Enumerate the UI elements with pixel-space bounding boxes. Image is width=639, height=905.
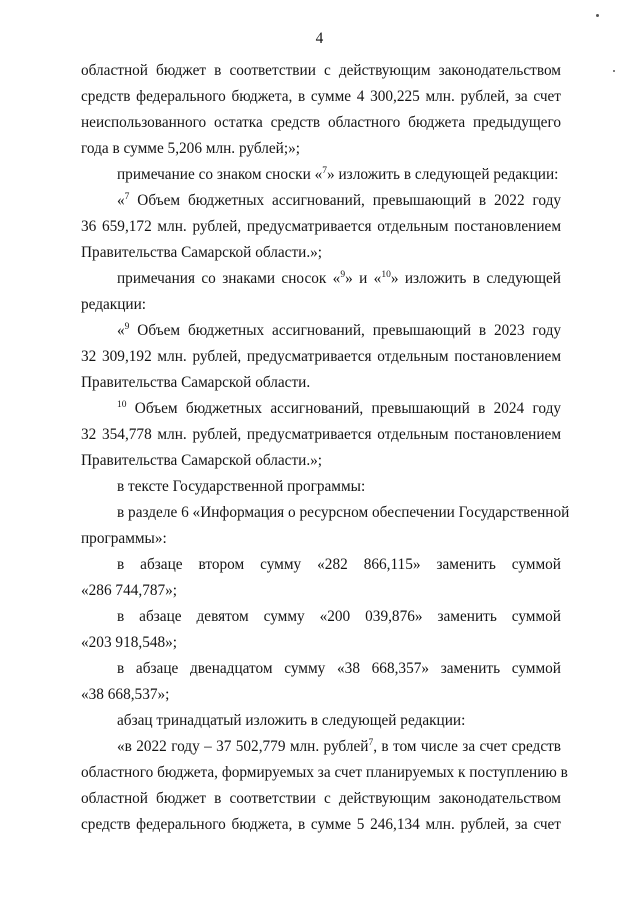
text-line: средств федерального бюджета, в сумме 5 246,134 млн. рублей, за счет <box>81 816 561 833</box>
text-line: абзац тринадцатый изложить в следующей редакции: <box>117 712 466 729</box>
text-line: примечание со знаком сноски «$^7$» изложить в следующей редакции: <box>117 166 559 183</box>
text-line: Правительства Самарской области.»; <box>81 244 323 261</box>
text-line: средств федерального бюджета, в сумме 4 300,225 млн. рублей, за счет <box>81 88 561 105</box>
footnote-mark: 10 <box>381 270 391 280</box>
text-line: $^{10}$ Объем бюджетных ассигнований, превышающий в 2024 году <box>117 400 561 417</box>
scan-speck <box>596 14 599 17</box>
scan-speck <box>613 70 615 72</box>
text-line: областной бюджет в соответствии с действующим законодательством <box>81 790 561 807</box>
text-line: «203 918,548»; <box>81 634 178 651</box>
text-line: областной бюджет в соответствии с действующим законодательством <box>81 62 561 79</box>
text-line: Правительства Самарской области.»; <box>81 452 323 469</box>
text-line: «$^9$ Объем бюджетных ассигнований, превышающий в 2023 году <box>117 322 561 339</box>
text-line: примечания со знаками сносок «$^9$» и «$^{10}$» изложить в следующей <box>117 270 561 287</box>
footnote-mark: 7 <box>322 166 328 176</box>
text-line: Правительства Самарской области. <box>81 374 311 391</box>
footnote-mark: 9 <box>340 270 346 280</box>
text-line: неиспользованного остатка средств областного бюджета предыдущего <box>81 114 561 131</box>
text-line: 36 659,172 млн. рублей, предусматривается отдельным постановлением <box>81 218 561 235</box>
footnote-mark: 9 <box>124 322 130 332</box>
page-number: 4 <box>315 30 324 47</box>
text-line: редакции: <box>81 296 147 313</box>
text-line: «286 744,787»; <box>81 582 178 599</box>
text-line: «38 668,537»; <box>81 686 170 703</box>
text-line: «$^7$ Объем бюджетных ассигнований, превышающий в 2022 году <box>117 192 561 209</box>
footnote-mark: 10 <box>117 400 127 410</box>
text-line: в разделе 6 «Информация о ресурсном обеспечении Государственной <box>117 504 570 521</box>
text-line: в абзаце двенадцатом сумму «38 668,357» заменить суммой <box>117 660 561 677</box>
text-line: 32 309,192 млн. рублей, предусматривается отдельным постановлением <box>81 348 561 365</box>
text-line: программы»: <box>81 530 167 547</box>
text-line: областного бюджета, формируемых за счет планируемых к поступлению в <box>81 764 568 781</box>
footnote-mark: 7 <box>368 738 374 748</box>
text-line: 32 354,778 млн. рублей, предусматривается отдельным постановлением <box>81 426 561 443</box>
footnote-mark: 7 <box>124 192 130 202</box>
text-line: года в сумме 5,206 млн. рублей;»; <box>81 140 300 157</box>
text-line: в абзаце втором сумму «282 866,115» заменить суммой <box>117 556 561 573</box>
text-line: «в 2022 году – 37 502,779 млн. рублей$^7$, в том числе за счет средств <box>117 738 562 755</box>
text-line: в тексте Государственной программы: <box>117 478 366 495</box>
text-line: в абзаце девятом сумму «200 039,876» заменить суммой <box>117 608 561 625</box>
